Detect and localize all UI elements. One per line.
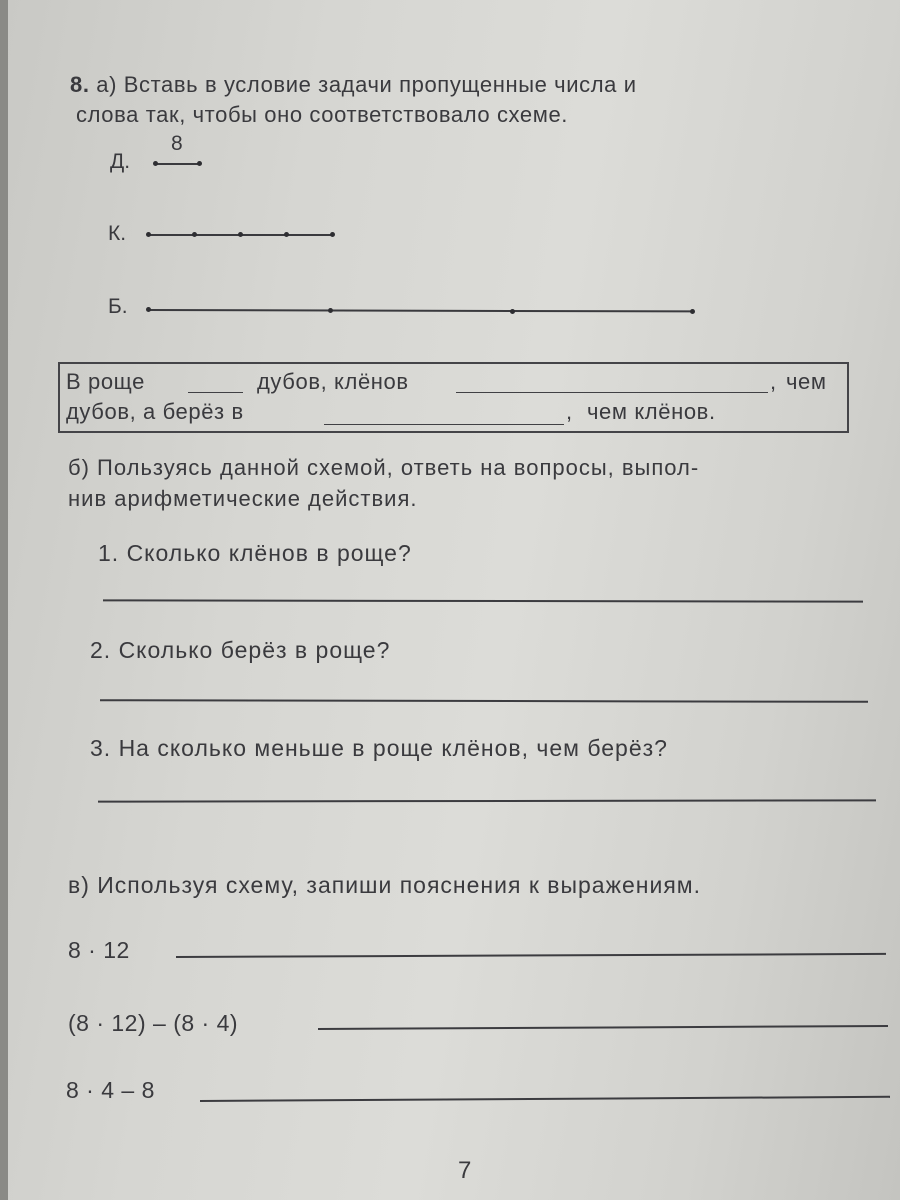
expression-1: 8 · 12	[68, 937, 130, 963]
scheme-label-k: К.	[108, 222, 127, 245]
scheme-row-b-line	[148, 309, 693, 312]
segment-length-label: 8	[171, 132, 183, 155]
scheme-row-b-mark	[146, 307, 151, 312]
box-text-oaks-maples: дубов, клёнов	[257, 369, 409, 394]
task-heading-line-1	[70, 72, 637, 98]
scheme-row-d-mark	[153, 161, 158, 166]
part-b-text-line-1: б) Пользуясь данной схемой, ответь на вопросы, выпол-	[68, 455, 700, 480]
box-text-comma-1: ,	[770, 369, 777, 394]
explanation-line-2[interactable]	[318, 1025, 888, 1029]
box-text-than-maples: чем клёнов.	[587, 399, 716, 424]
question-2: 2. Сколько берёз в роще?	[90, 637, 391, 663]
scheme-row-b-mark	[328, 308, 333, 313]
question-3: 3. На сколько меньше в роще клёнов, чем берёз?	[90, 735, 668, 761]
expression-3: 8 · 4 – 8	[66, 1077, 155, 1103]
part-b-text-line-2: нив арифметические действия.	[68, 486, 418, 511]
box-text-birches: дубов, а берёз в	[66, 399, 244, 424]
scheme-row-d-mark	[197, 161, 202, 166]
blank-birches-comparison[interactable]	[324, 424, 564, 425]
task-number: 8.	[70, 72, 90, 97]
part-a-text-line-2: слова так, чтобы оно соответствовало схеме.	[76, 102, 569, 127]
scheme-row-k-mark	[284, 232, 289, 237]
workbook-page	[8, 0, 900, 1200]
expression-2: (8 · 12) – (8 · 4)	[68, 1010, 239, 1036]
box-text-start: В роще	[66, 369, 145, 394]
blank-maples-comparison[interactable]	[456, 392, 768, 393]
box-text-comma-2: ,	[566, 399, 573, 424]
scheme-row-b-mark	[510, 309, 515, 314]
scheme-label-b: Б.	[108, 295, 128, 318]
answer-line-2[interactable]	[100, 699, 868, 702]
scheme-label-d: Д.	[110, 150, 131, 173]
part-a-text-line-1: а) Вставь в условие задачи пропущенные числа и	[96, 72, 637, 97]
answer-line-3[interactable]	[98, 799, 876, 802]
scheme-row-b-mark	[690, 309, 695, 314]
explanation-line-1[interactable]	[176, 953, 886, 958]
answer-line-1[interactable]	[103, 599, 863, 602]
question-1: 1. Сколько клёнов в роще?	[98, 540, 412, 566]
scheme-row-k-mark	[146, 232, 151, 237]
part-c-text: в) Используя схему, запиши пояснения к выражениям.	[68, 872, 701, 898]
explanation-line-3[interactable]	[200, 1096, 890, 1102]
scheme-row-k-mark	[238, 232, 243, 237]
box-text-than: чем	[786, 369, 827, 394]
scheme-row-d-line	[155, 163, 199, 165]
page-number: 7	[458, 1157, 472, 1184]
scheme-row-k-mark	[192, 232, 197, 237]
scheme-row-k-mark	[330, 232, 335, 237]
blank-oaks-count[interactable]	[188, 392, 243, 393]
